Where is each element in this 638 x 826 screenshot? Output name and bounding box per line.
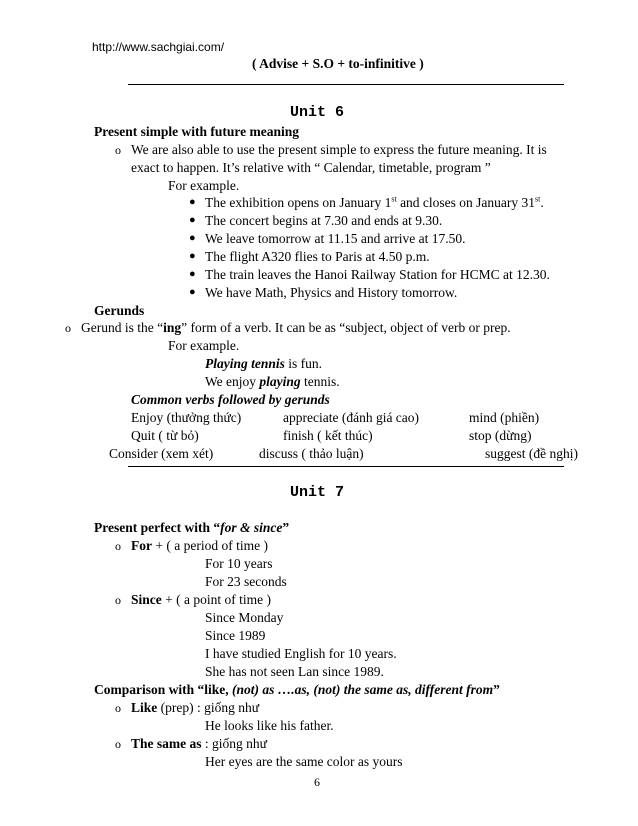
- for-rule: For + ( a period of time ): [131, 538, 268, 553]
- verb-cell: Enjoy (thưởng thức): [131, 410, 242, 425]
- for-example: For 10 years: [205, 556, 273, 571]
- bullet-icon: ●: [189, 196, 196, 208]
- source-url: http://www.sachgiai.com/: [92, 40, 225, 54]
- since-example: She has not seen Lan since 1989.: [205, 664, 384, 679]
- bullet-icon: ●: [189, 214, 196, 226]
- circle-bullet-icon: o: [115, 143, 121, 157]
- circle-bullet-icon: o: [115, 539, 121, 553]
- example-line: The train leaves the Hanoi Railway Station for HCMC at 12.30.: [205, 267, 550, 282]
- divider-top: [128, 84, 564, 85]
- advise-note: ( Advise + S.O + to-infinitive ): [252, 56, 424, 71]
- verb-cell: suggest (đề nghị): [485, 446, 578, 461]
- unit6-title: Unit 6: [290, 104, 345, 121]
- desc-line-1: We are also able to use the present simple to express the future meaning. It is: [131, 142, 547, 157]
- divider-middle: [128, 466, 564, 467]
- unit7-title: Unit 7: [290, 484, 345, 501]
- example-line: The exhibition opens on January 1st and closes on January 31st.: [205, 194, 544, 210]
- circle-bullet-icon: o: [65, 321, 71, 335]
- common-verbs-heading: Common verbs followed by gerunds: [131, 392, 330, 407]
- example-line: The concert begins at 7.30 and ends at 9.30.: [205, 213, 443, 228]
- bullet-icon: ●: [189, 232, 196, 244]
- present-simple-heading: Present simple with future meaning: [94, 124, 299, 139]
- verb-cell: mind (phiền): [469, 410, 540, 425]
- gerund-for-example: For example.: [168, 338, 240, 353]
- bullet-icon: ●: [189, 268, 196, 280]
- like-rule: Like (prep) : giống như: [131, 700, 260, 715]
- verb-cell: stop (dừng): [469, 428, 532, 443]
- like-example: He looks like his father.: [205, 718, 334, 733]
- since-example: Since Monday: [205, 610, 284, 625]
- example-line: We leave tomorrow at 11.15 and arrive at 17.50.: [205, 231, 466, 246]
- gerund-definition: Gerund is the “ing” form of a verb. It can be as “subject, object of verb or prep.: [81, 320, 511, 335]
- since-example: I have studied English for 10 years.: [205, 646, 397, 661]
- bullet-icon: ●: [189, 286, 196, 298]
- example-line: The flight A320 flies to Paris at 4.50 p.m.: [205, 249, 430, 264]
- verb-cell: Quit ( từ bỏ): [131, 428, 199, 443]
- circle-bullet-icon: o: [115, 737, 121, 751]
- same-as-rule: The same as : giống như: [131, 736, 267, 751]
- page-number: 6: [314, 775, 320, 789]
- verb-cell: discuss ( thảo luận): [259, 446, 364, 461]
- gerunds-heading: Gerunds: [94, 303, 145, 318]
- same-as-example: Her eyes are the same color as yours: [205, 754, 403, 769]
- gerund-example-2: We enjoy playing tennis.: [205, 374, 340, 389]
- comparison-heading: Comparison with “like, (not) as ….as, (not) the same as, different from”: [94, 682, 500, 697]
- verb-cell: appreciate (đánh giá cao): [283, 410, 420, 425]
- verb-cell: Consider (xem xét): [109, 446, 214, 461]
- since-example: Since 1989: [205, 628, 266, 643]
- for-example-label: For example.: [168, 178, 240, 193]
- since-rule: Since + ( a point of time ): [131, 592, 271, 607]
- circle-bullet-icon: o: [115, 593, 121, 607]
- desc-line-2: exact to happen. It’s relative with “ Calendar, timetable, program ”: [131, 160, 491, 175]
- for-example: For 23 seconds: [205, 574, 287, 589]
- example-line: We have Math, Physics and History tomorrow.: [205, 285, 458, 300]
- verb-cell: finish ( kết thúc): [283, 428, 373, 443]
- gerund-example-1: Playing tennis is fun.: [205, 356, 323, 371]
- bullet-icon: ●: [189, 250, 196, 262]
- circle-bullet-icon: o: [115, 701, 121, 715]
- present-perfect-heading: Present perfect with “for & since”: [94, 520, 290, 535]
